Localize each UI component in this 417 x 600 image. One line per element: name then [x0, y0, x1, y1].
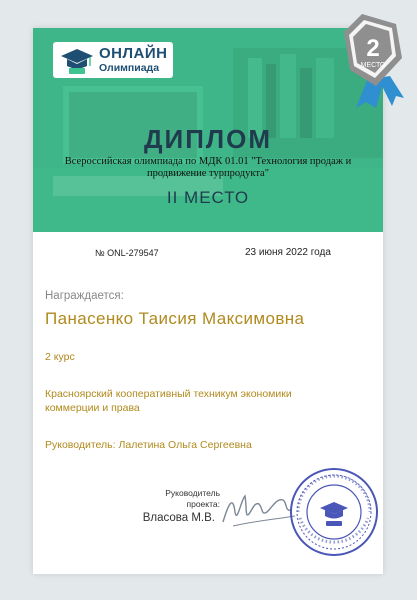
diploma-number: № ONL-279547 — [95, 248, 159, 258]
awarded-label: Награждается: — [45, 290, 124, 302]
graduation-cap-icon — [59, 46, 95, 76]
diploma-title: ДИПЛОМ — [143, 124, 273, 154]
badge-number: 2 — [366, 35, 380, 62]
logo-title: ОНЛАЙН — [99, 45, 168, 62]
medal-ribbon-icon — [318, 10, 406, 110]
logo-subtitle: Олимпиада — [99, 62, 160, 74]
badge-label: МЕСТО — [360, 62, 386, 69]
olympiad-logo — [53, 42, 173, 78]
supervisor-text: Руководитель: Лалетина Ольга Сергеевна — [45, 439, 252, 451]
signature — [219, 482, 299, 534]
diploma-date: 23 июня 2022 года — [245, 247, 331, 258]
project-head-name: Власова М.В. — [142, 512, 215, 524]
course-text: 2 курс — [45, 351, 75, 363]
olympiad-subtitle: Всероссийская олимпиада по МДК 01.01 "Технология продаж и продвижение турпродукта" — [64, 156, 352, 179]
round-stamp — [288, 466, 380, 558]
place-text: II МЕСТО — [166, 188, 250, 207]
organization-text: Красноярский кооперативный техникум экономики коммерции и права — [45, 388, 292, 414]
project-head-role: Руководитель проекта: — [165, 488, 220, 509]
recipient-name: Панасенко Таисия Максимовна — [45, 309, 305, 328]
